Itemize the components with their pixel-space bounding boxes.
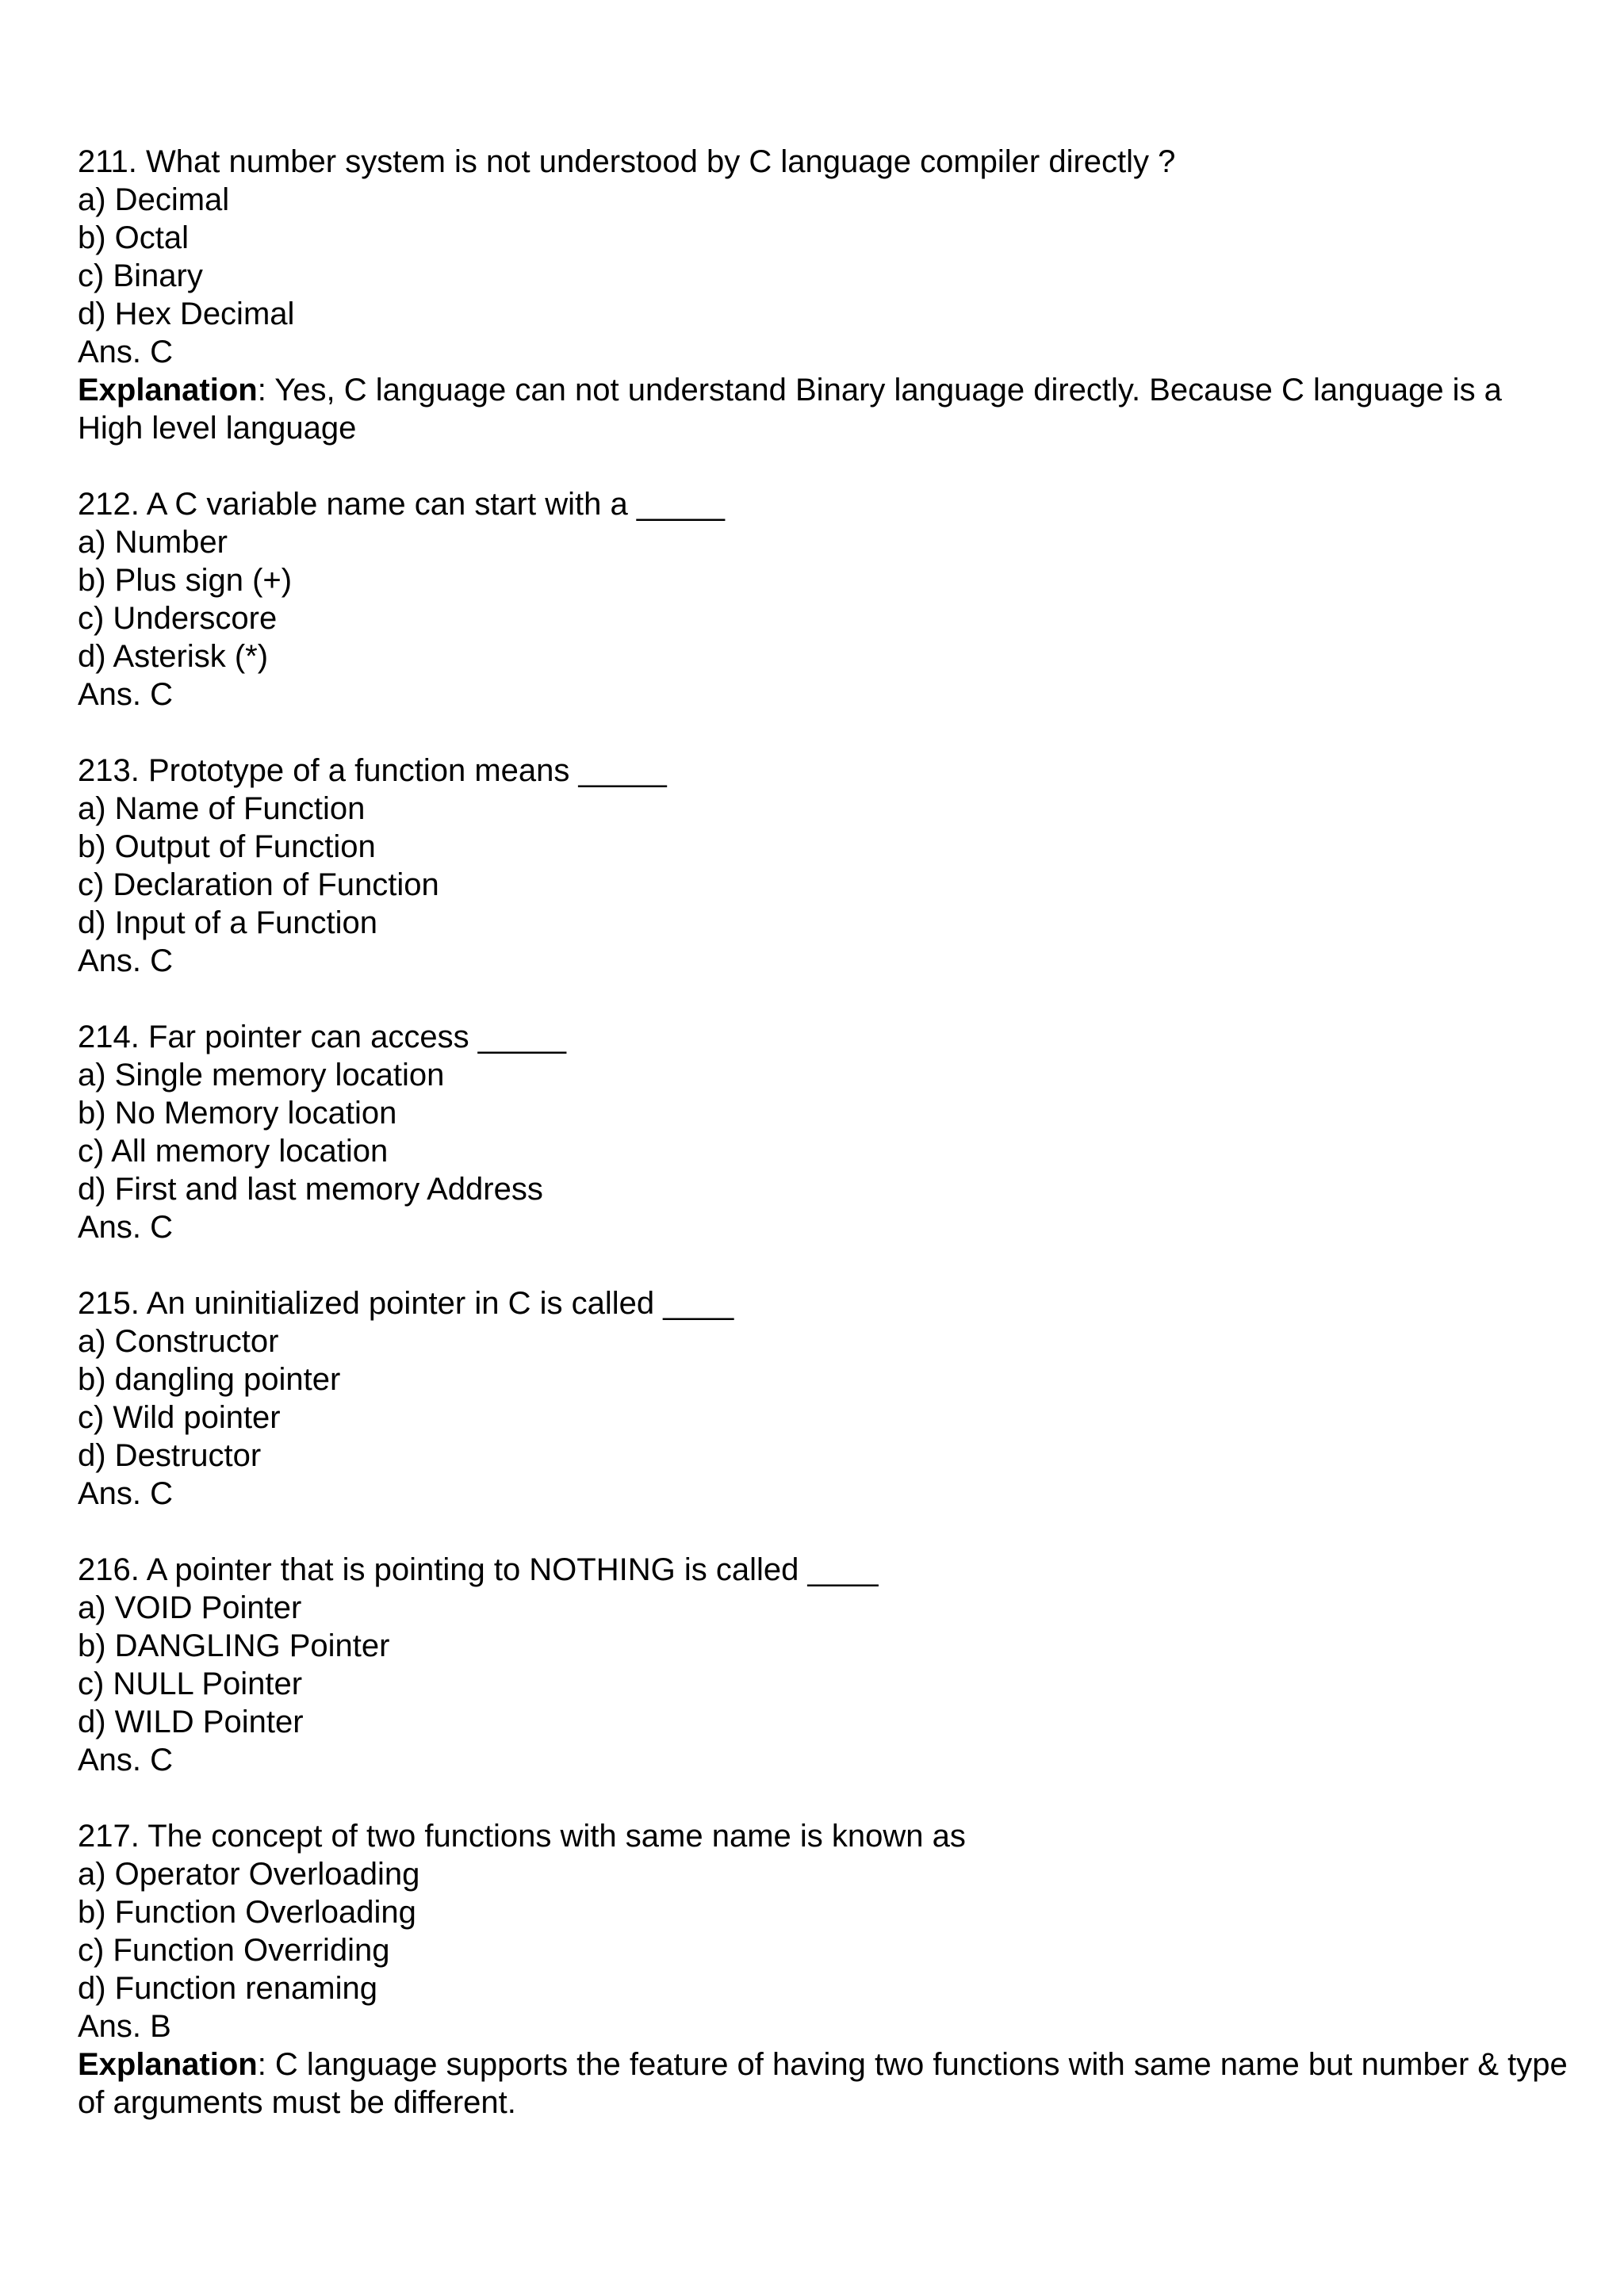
question-213 <box>78 752 1568 980</box>
option-b: b) Octal <box>78 220 190 255</box>
option-a: a) Decimal <box>78 182 230 217</box>
option-c: c) Function Overriding <box>78 1933 390 1968</box>
question-text: 216. A pointer that is pointing to NOTHING is called ____ <box>78 1552 879 1587</box>
question-text: 214. Far pointer can access _____ <box>78 1020 566 1054</box>
answer: Ans. C <box>78 1210 174 1245</box>
option-b: b) No Memory location <box>78 1096 397 1131</box>
explanation <box>78 371 1568 447</box>
explanation-text: : Yes, C language can not understand Binary language directly. Because C language is a High level language <box>78 373 1502 446</box>
option-d: d) Function renaming <box>78 1971 377 2006</box>
option-d: d) Destructor <box>78 1438 262 1473</box>
explanation-label: Explanation <box>78 2047 258 2082</box>
option-c: c) Wild pointer <box>78 1400 281 1435</box>
option-a: a) VOID Pointer <box>78 1590 302 1625</box>
answer: Ans. C <box>78 677 174 712</box>
question-text: 217. The concept of two functions with same name is known as <box>78 1819 966 1854</box>
explanation-text: : C language supports the feature of having two functions with same name but number & type of arguments must be different. <box>78 2047 1568 2120</box>
question-214 <box>78 1018 1568 1246</box>
option-d: d) WILD Pointer <box>78 1705 304 1739</box>
option-c: c) Declaration of Function <box>78 867 439 902</box>
question-211 <box>78 143 1568 447</box>
question-text: 211. What number system is not understood by C language compiler directly ? <box>78 144 1176 179</box>
option-a: a) Operator Overloading <box>78 1857 420 1892</box>
question-215 <box>78 1284 1568 1513</box>
option-b: b) dangling pointer <box>78 1362 341 1397</box>
option-b: b) Function Overloading <box>78 1895 416 1930</box>
option-d: d) Hex Decimal <box>78 297 295 331</box>
question-216 <box>78 1551 1568 1779</box>
question-text: 212. A C variable name can start with a _____ <box>78 487 726 522</box>
option-a: a) Single memory location <box>78 1058 445 1093</box>
answer: Ans. C <box>78 335 174 369</box>
option-d: d) Input of a Function <box>78 905 378 940</box>
option-a: a) Constructor <box>78 1324 279 1359</box>
option-c: c) All memory location <box>78 1134 389 1169</box>
answer: Ans. C <box>78 943 174 978</box>
option-c: c) Underscore <box>78 601 278 636</box>
option-d: d) First and last memory Address <box>78 1172 543 1207</box>
option-b: b) DANGLING Pointer <box>78 1628 390 1663</box>
option-a: a) Number <box>78 525 228 560</box>
option-d: d) Asterisk (*) <box>78 639 269 674</box>
answer: Ans. B <box>78 2009 171 2044</box>
question-217 <box>78 1817 1568 2122</box>
option-a: a) Name of Function <box>78 791 366 826</box>
option-b: b) Plus sign (+) <box>78 563 293 598</box>
question-text: 215. An uninitialized pointer in C is called ____ <box>78 1286 734 1321</box>
question-212 <box>78 485 1568 714</box>
option-c: c) NULL Pointer <box>78 1667 303 1701</box>
question-text: 213. Prototype of a function means _____ <box>78 753 667 788</box>
document-page <box>78 143 1568 2160</box>
option-c: c) Binary <box>78 258 203 293</box>
option-b: b) Output of Function <box>78 829 376 864</box>
explanation <box>78 2045 1568 2122</box>
answer: Ans. C <box>78 1476 174 1511</box>
explanation-label: Explanation <box>78 373 258 408</box>
answer: Ans. C <box>78 1743 174 1777</box>
